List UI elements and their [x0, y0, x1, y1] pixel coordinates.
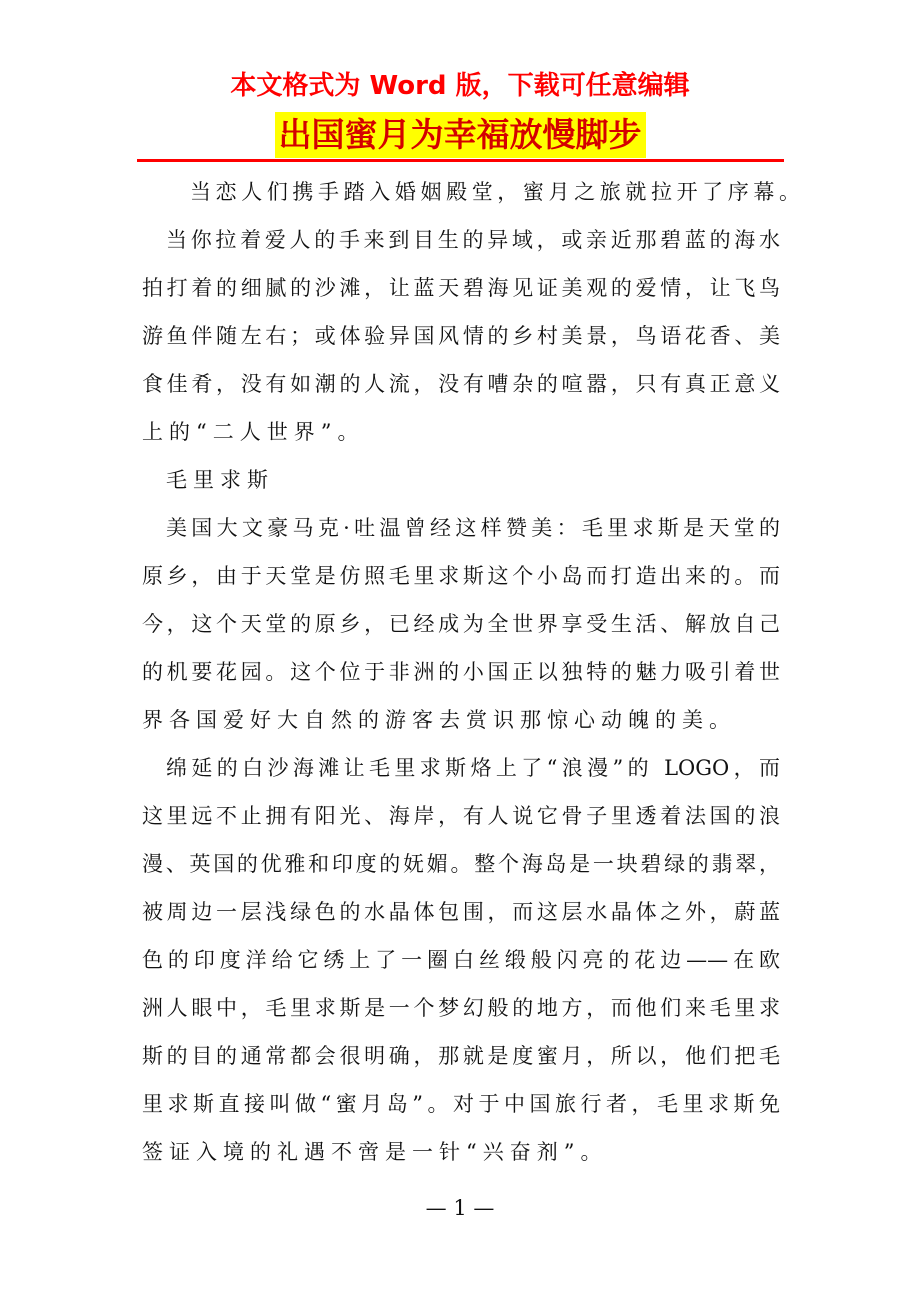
text-line: 美国大文豪马克·吐温曾经这样赞美：毛里求斯是天堂的: [166, 516, 780, 540]
text-line: 界各国爱好大自然的游客去赏识那惊心动魄的美。: [142, 708, 736, 732]
text-line: 原乡，由于天堂是仿照毛里求斯这个小岛而打造出来的。而: [142, 564, 780, 588]
text-line: 斯的目的通常都会很明确，那就是度蜜月，所以，他们把毛: [142, 1044, 780, 1068]
page-number: — 1 —: [425, 1196, 495, 1220]
text-line: 毛里求斯: [166, 468, 274, 492]
text-line: 这里远不止拥有阳光、海岸，有人说它骨子里透着法国的浪: [142, 804, 780, 828]
text-line: 被周边一层浅绿色的水晶体包围，而这层水晶体之外，蔚蓝: [142, 900, 780, 924]
title-divider: [137, 159, 784, 162]
text-line: 上的“二人世界”。: [142, 420, 365, 444]
text-line: 当恋人们携手踏入婚姻殿堂，蜜月之旅就拉开了序幕。: [190, 180, 800, 204]
format-notice: 本文格式为 Word 版，下载可任意编辑: [230, 71, 690, 101]
text-line: 食佳肴，没有如潮的人流，没有嘈杂的喧嚣，只有真正意义: [142, 372, 780, 396]
text-line: 漫、英国的优雅和印度的妩媚。整个海岛是一块碧绿的翡翠，: [142, 852, 780, 876]
text-line: 里求斯直接叫做“蜜月岛”。对于中国旅行者，毛里求斯免: [142, 1092, 780, 1116]
title-container: [0, 112, 920, 158]
text-line: 洲人眼中，毛里求斯是一个梦幻般的地方，而他们来毛里求: [142, 996, 780, 1020]
text-line: 色的印度洋给它绣上了一圈白丝缎般闪亮的花边——在欧: [142, 948, 780, 972]
text-line: 当你拉着爱人的手来到目生的异域，或亲近那碧蓝的海水: [166, 228, 780, 252]
text-line: 的机要花园。这个位于非洲的小国正以独特的魅力吸引着世: [142, 660, 780, 684]
text-line: 拍打着的细腻的沙滩，让蓝天碧海见证美观的爱情，让飞鸟: [142, 276, 780, 300]
text-line: 今，这个天堂的原乡，已经成为全世界享受生活、解放自己: [142, 612, 780, 636]
document-body: [142, 170, 800, 1178]
document-title: 出国蜜月为幸福放慢脚步: [275, 112, 646, 158]
text-line: 签证入境的礼遇不啻是一针“兴奋剂”。: [142, 1140, 608, 1164]
text-line: 游鱼伴随左右；或体验异国风情的乡村美景，鸟语花香、美: [142, 324, 780, 348]
text-line: 绵延的白沙海滩让毛里求斯烙上了“浪漫”的 LOGO，而: [166, 756, 780, 780]
